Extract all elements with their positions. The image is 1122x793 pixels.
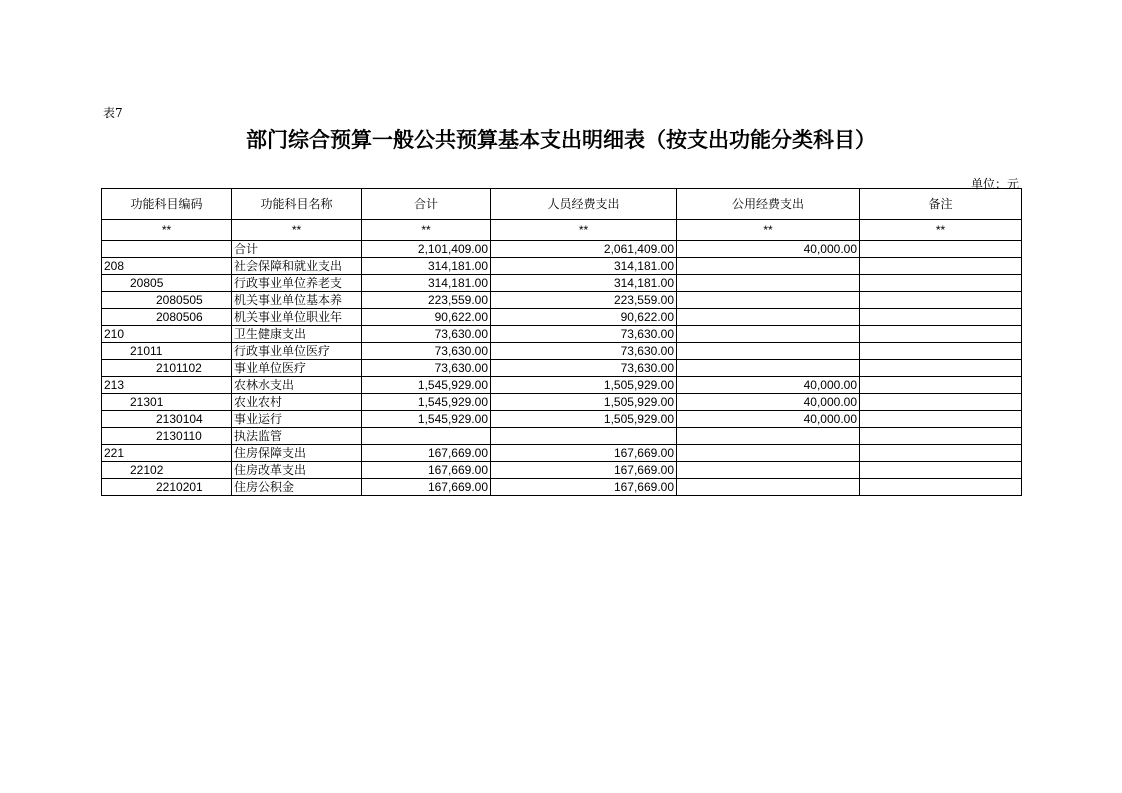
table-number: 表7 bbox=[103, 106, 123, 120]
header-row bbox=[102, 189, 1022, 220]
table-row bbox=[102, 360, 1022, 377]
cell-total: 167,669.00 bbox=[362, 445, 491, 462]
table-row bbox=[102, 411, 1022, 428]
cell-public: 40,000.00 bbox=[677, 411, 860, 428]
budget-table bbox=[101, 188, 1022, 496]
cell-note bbox=[860, 394, 1022, 411]
cell-note bbox=[860, 377, 1022, 394]
cell-personnel: 1,505,929.00 bbox=[491, 377, 677, 394]
cell-note bbox=[860, 462, 1022, 479]
cell-code: 213 bbox=[102, 377, 232, 394]
cell-name: 执法监管 bbox=[232, 428, 362, 445]
cell-personnel: 314,181.00 bbox=[491, 258, 677, 275]
cell-code: 21301 bbox=[102, 394, 232, 411]
placeholder-cell: ** bbox=[677, 220, 860, 241]
cell-name: 社会保障和就业支出 bbox=[232, 258, 362, 275]
cell-name: 行政事业单位医疗 bbox=[232, 343, 362, 360]
cell-code: 210 bbox=[102, 326, 232, 343]
cell-total: 167,669.00 bbox=[362, 462, 491, 479]
cell-name: 合计 bbox=[232, 241, 362, 258]
cell-total: 73,630.00 bbox=[362, 360, 491, 377]
table-row bbox=[102, 445, 1022, 462]
cell-public bbox=[677, 326, 860, 343]
cell-code: 22102 bbox=[102, 462, 232, 479]
cell-personnel: 2,061,409.00 bbox=[491, 241, 677, 258]
cell-code: 2130110 bbox=[102, 428, 232, 445]
cell-code: 2210201 bbox=[102, 479, 232, 496]
cell-name: 机关事业单位基本养 bbox=[232, 292, 362, 309]
cell-total: 314,181.00 bbox=[362, 258, 491, 275]
cell-code: 2080506 bbox=[102, 309, 232, 326]
cell-total: 90,622.00 bbox=[362, 309, 491, 326]
table-row bbox=[102, 326, 1022, 343]
cell-total: 1,545,929.00 bbox=[362, 394, 491, 411]
cell-personnel: 314,181.00 bbox=[491, 275, 677, 292]
placeholder-cell: ** bbox=[102, 220, 232, 241]
cell-public bbox=[677, 309, 860, 326]
cell-note bbox=[860, 360, 1022, 377]
cell-code: 208 bbox=[102, 258, 232, 275]
cell-code: 20805 bbox=[102, 275, 232, 292]
cell-personnel: 73,630.00 bbox=[491, 343, 677, 360]
cell-code: 2101102 bbox=[102, 360, 232, 377]
column-header-code: 功能科目编码 bbox=[102, 189, 232, 220]
cell-personnel: 1,505,929.00 bbox=[491, 411, 677, 428]
placeholder-cell: ** bbox=[860, 220, 1022, 241]
cell-note bbox=[860, 326, 1022, 343]
cell-public bbox=[677, 343, 860, 360]
cell-personnel: 90,622.00 bbox=[491, 309, 677, 326]
cell-total: 314,181.00 bbox=[362, 275, 491, 292]
table-row bbox=[102, 292, 1022, 309]
table-row bbox=[102, 241, 1022, 258]
cell-note bbox=[860, 411, 1022, 428]
placeholder-cell: ** bbox=[362, 220, 491, 241]
cell-code: 21011 bbox=[102, 343, 232, 360]
cell-total: 1,545,929.00 bbox=[362, 377, 491, 394]
cell-name: 住房保障支出 bbox=[232, 445, 362, 462]
cell-name: 事业单位医疗 bbox=[232, 360, 362, 377]
column-header-personnel: 人员经费支出 bbox=[491, 189, 677, 220]
cell-code: 2080505 bbox=[102, 292, 232, 309]
cell-total bbox=[362, 428, 491, 445]
table-row bbox=[102, 479, 1022, 496]
placeholder-cell: ** bbox=[491, 220, 677, 241]
table-row bbox=[102, 258, 1022, 275]
cell-note bbox=[860, 445, 1022, 462]
cell-total: 2,101,409.00 bbox=[362, 241, 491, 258]
table-row bbox=[102, 394, 1022, 411]
cell-public bbox=[677, 292, 860, 309]
cell-total: 73,630.00 bbox=[362, 343, 491, 360]
cell-personnel: 1,505,929.00 bbox=[491, 394, 677, 411]
cell-note bbox=[860, 241, 1022, 258]
column-header-name: 功能科目名称 bbox=[232, 189, 362, 220]
cell-personnel: 73,630.00 bbox=[491, 360, 677, 377]
cell-name: 农业农村 bbox=[232, 394, 362, 411]
cell-name: 行政事业单位养老支 bbox=[232, 275, 362, 292]
table-row bbox=[102, 462, 1022, 479]
cell-public bbox=[677, 479, 860, 496]
placeholder-row bbox=[102, 220, 1022, 241]
cell-name: 机关事业单位职业年 bbox=[232, 309, 362, 326]
cell-note bbox=[860, 292, 1022, 309]
column-header-public: 公用经费支出 bbox=[677, 189, 860, 220]
cell-note bbox=[860, 479, 1022, 496]
cell-code: 221 bbox=[102, 445, 232, 462]
cell-personnel: 73,630.00 bbox=[491, 326, 677, 343]
table-row bbox=[102, 309, 1022, 326]
table-row bbox=[102, 377, 1022, 394]
cell-personnel: 167,669.00 bbox=[491, 462, 677, 479]
cell-public: 40,000.00 bbox=[677, 377, 860, 394]
cell-total: 167,669.00 bbox=[362, 479, 491, 496]
cell-name: 住房公积金 bbox=[232, 479, 362, 496]
cell-public bbox=[677, 258, 860, 275]
cell-total: 1,545,929.00 bbox=[362, 411, 491, 428]
cell-name: 卫生健康支出 bbox=[232, 326, 362, 343]
table-row bbox=[102, 275, 1022, 292]
cell-name: 农林水支出 bbox=[232, 377, 362, 394]
column-header-note: 备注 bbox=[860, 189, 1022, 220]
column-header-total: 合计 bbox=[362, 189, 491, 220]
cell-public: 40,000.00 bbox=[677, 394, 860, 411]
cell-personnel: 167,669.00 bbox=[491, 479, 677, 496]
cell-note bbox=[860, 343, 1022, 360]
cell-public: 40,000.00 bbox=[677, 241, 860, 258]
cell-public bbox=[677, 275, 860, 292]
cell-personnel: 167,669.00 bbox=[491, 445, 677, 462]
cell-note bbox=[860, 275, 1022, 292]
unit-label: 单位：元 bbox=[970, 177, 1019, 191]
cell-personnel bbox=[491, 428, 677, 445]
cell-public bbox=[677, 360, 860, 377]
cell-total: 223,559.00 bbox=[362, 292, 491, 309]
placeholder-cell: ** bbox=[232, 220, 362, 241]
cell-total: 73,630.00 bbox=[362, 326, 491, 343]
cell-note bbox=[860, 258, 1022, 275]
cell-public bbox=[677, 445, 860, 462]
cell-note bbox=[860, 428, 1022, 445]
cell-public bbox=[677, 428, 860, 445]
cell-name: 事业运行 bbox=[232, 411, 362, 428]
page-title: 部门综合预算一般公共预算基本支出明细表（按支出功能分类科目） bbox=[246, 128, 876, 152]
table-row bbox=[102, 343, 1022, 360]
cell-public bbox=[677, 462, 860, 479]
cell-code: 2130104 bbox=[102, 411, 232, 428]
cell-note bbox=[860, 309, 1022, 326]
table-row bbox=[102, 428, 1022, 445]
cell-name: 住房改革支出 bbox=[232, 462, 362, 479]
cell-code bbox=[102, 241, 232, 258]
cell-personnel: 223,559.00 bbox=[491, 292, 677, 309]
